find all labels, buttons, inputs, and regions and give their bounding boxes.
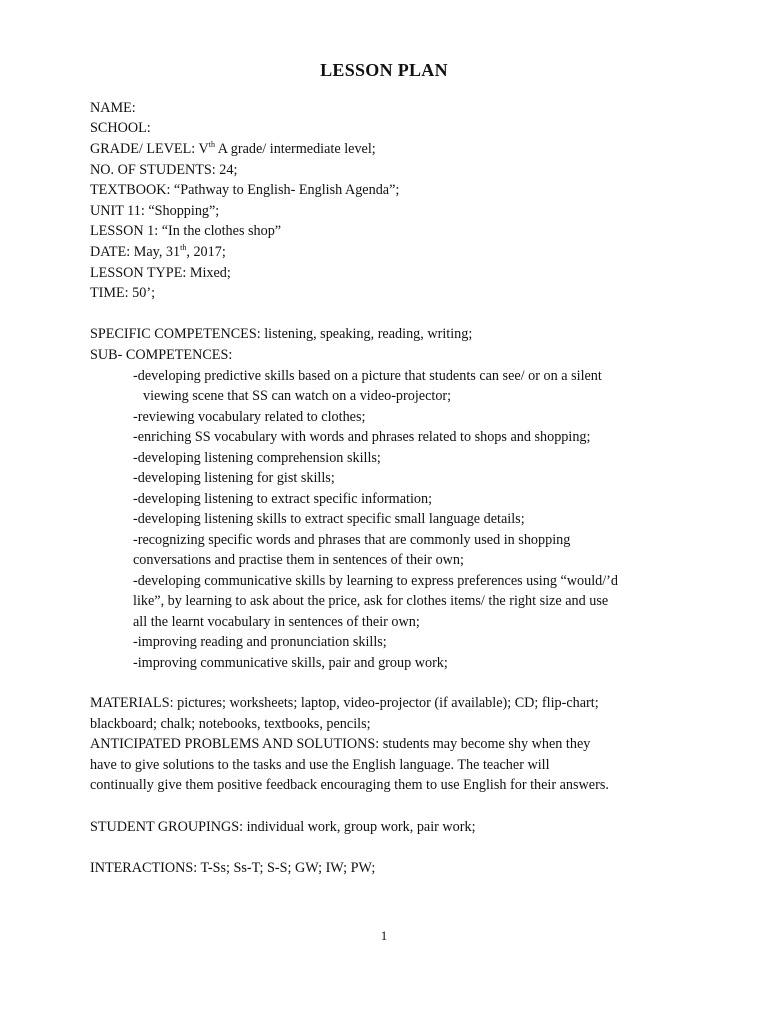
sub-competence-line: -recognizing specific words and phrases that are commonly used in shopping <box>133 532 571 548</box>
textbook-field: TEXTBOOK: “Pathway to English- English Agenda”; <box>90 182 400 198</box>
problems-line: have to give solutions to the tasks and use the English language. The teacher will <box>90 757 550 773</box>
lesson-type-field: LESSON TYPE: Mixed; <box>90 265 231 281</box>
students-field: NO. OF STUDENTS: 24; <box>90 162 238 178</box>
sub-competence-line: -developing listening skills to extract specific small language details; <box>133 511 525 527</box>
sub-competence-line: conversations and practise them in sentences of their own; <box>133 552 464 568</box>
lesson-field: LESSON 1: “In the clothes shop” <box>90 223 282 239</box>
specific-competences: SPECIFIC COMPETENCES: listening, speaking, reading, writing; <box>90 326 473 342</box>
sub-competence-line: -developing predictive skills based on a picture that students can see/ or on a silent <box>133 368 602 384</box>
sub-competence-line: like”, by learning to ask about the price, ask for clothes items/ the right size and use <box>133 593 609 609</box>
sub-competence-line: -developing communicative skills by learning to express preferences using “would/’d <box>133 573 619 589</box>
date-superscript: th <box>180 243 187 252</box>
sub-competence-line: -developing listening comprehension skills; <box>133 450 381 466</box>
problems-line: ANTICIPATED PROBLEMS AND SOLUTIONS: students may become shy when they <box>90 736 591 752</box>
sub-competence-line: -developing listening to extract specific information; <box>133 491 433 507</box>
sub-competence-line: -enriching SS vocabulary with words and phrases related to shops and shopping; <box>133 429 591 445</box>
sub-competence-line: -improving reading and pronunciation skills; <box>133 634 387 650</box>
sub-competence-line: -improving communicative skills, pair and group work; <box>133 655 448 671</box>
grade-suffix: A grade/ intermediate level; <box>214 141 376 157</box>
sub-competence-line: all the learnt vocabulary in sentences of their own; <box>133 614 420 630</box>
date-field <box>90 242 226 262</box>
student-groupings: STUDENT GROUPINGS: individual work, group work, pair work; <box>90 819 476 835</box>
grade-superscript: th <box>208 140 215 149</box>
grade-level-field <box>90 139 376 159</box>
page-title: LESSON PLAN <box>320 60 448 80</box>
name-field: NAME: <box>90 100 136 116</box>
materials-line: MATERIALS: pictures; worksheets; laptop, video-projector (if available); CD; flip-chart; <box>90 695 599 711</box>
page-number: 1 <box>380 928 388 943</box>
time-field: TIME: 50’; <box>90 285 156 301</box>
materials-line: blackboard; chalk; notebooks, textbooks, pencils; <box>90 716 371 732</box>
date-suffix: , 2017; <box>186 244 226 260</box>
grade-prefix: GRADE/ LEVEL: V <box>90 141 209 157</box>
problems-line: continually give them positive feedback encouraging them to use English for their answers. <box>90 777 609 793</box>
date-prefix: DATE: May, 31 <box>90 244 181 260</box>
sub-competence-line: -reviewing vocabulary related to clothes; <box>133 409 366 425</box>
school-field: SCHOOL: <box>90 120 151 136</box>
sub-competence-line: -developing listening for gist skills; <box>133 470 335 486</box>
interactions: INTERACTIONS: T-Ss; Ss-T; S-S; GW; IW; PW; <box>90 860 376 876</box>
unit-field: UNIT 11: “Shopping”; <box>90 203 220 219</box>
sub-competence-line: viewing scene that SS can watch on a video-projector; <box>143 388 452 404</box>
sub-competences-heading: SUB- COMPETENCES: <box>90 347 233 363</box>
